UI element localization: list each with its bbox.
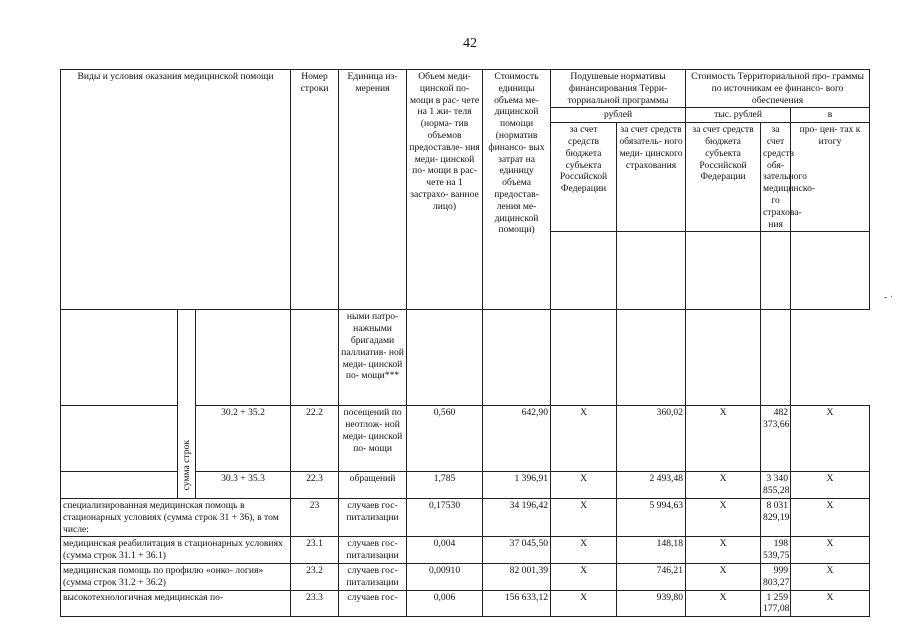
row-oms-cost: 8 031 829,19: [761, 498, 791, 536]
row-number: 23: [291, 498, 339, 536]
row-budget-cost: X: [686, 472, 761, 499]
row-label: [196, 310, 291, 406]
row-oms-cost: 999 803,27: [761, 563, 791, 590]
table-row: [61, 537, 870, 564]
row-budget-cost: [686, 310, 761, 406]
row-percent: X: [791, 406, 870, 472]
sum-rows-vertical-label: сумма строк: [178, 310, 196, 499]
row-volume: 0,004: [407, 537, 483, 564]
row-volume: 1,785: [407, 472, 483, 499]
row-oms-cost: 198 539,75: [761, 537, 791, 564]
row-percent: X: [791, 472, 870, 499]
row-number: 23.2: [291, 563, 339, 590]
row-budget-cost: X: [686, 406, 761, 472]
row-number: 22.2: [291, 406, 339, 472]
row-oms-norm: 939,80: [617, 590, 686, 617]
row-oms-norm: 746,21: [617, 563, 686, 590]
row-label: 30.3 + 35.3: [196, 472, 291, 499]
row-label: медицинская реабилитация в стационарных условиях (сумма строк 31.1 + 36.1): [61, 537, 291, 564]
header-oms-cost: за счет средств обя- зательного медицинско- го страхова- ния: [761, 123, 791, 232]
row-budget-cost: X: [686, 498, 761, 536]
row-percent: X: [791, 563, 870, 590]
row-percent: X: [791, 590, 870, 617]
row-budget-norm: X: [551, 472, 617, 499]
table-row: [61, 563, 870, 590]
table-row: [61, 498, 870, 536]
row-label: высокотехнологичная медицинская по-: [61, 590, 291, 617]
row-budget-norm: [551, 310, 617, 406]
header-group-cost: Стоимость Территориальной про- граммы по источникам ее финансо- вого обеспечения: [686, 70, 870, 108]
financing-table: [60, 69, 870, 617]
header-unit-thous: тыс. рублей: [686, 108, 791, 123]
header-pct-top: в: [791, 108, 870, 123]
row-budget-cost: X: [686, 590, 761, 617]
row-budget-cost: X: [686, 563, 761, 590]
header-percent: про- цен- тах к итогу: [791, 123, 870, 232]
table-row: [61, 310, 870, 406]
row-number: 23.1: [291, 537, 339, 564]
row-unit: случаев гос- питализации: [339, 537, 407, 564]
table-row: [61, 590, 870, 617]
row-unit: обращений: [339, 472, 407, 499]
row-label: специализированная медицинская помощь в стационарных условиях (сумма строк 31 + 36), в том числе:: [61, 498, 291, 536]
row-cost: [483, 310, 551, 406]
row-cost: 1 396,91: [483, 472, 551, 499]
header-unit-rub: рублей: [551, 108, 686, 123]
header-unit: Единица из- мерения: [339, 70, 407, 310]
row-oms-cost: [761, 310, 791, 406]
row-unit: посещений по неотлож- ной меди- цинской по- мощи: [339, 406, 407, 472]
row-volume: [407, 310, 483, 406]
row-cost: 642,90: [483, 406, 551, 472]
margin-mark: - ·: [884, 292, 894, 303]
row-cost: 37 045,50: [483, 537, 551, 564]
header-budget-cost: за счет средств бюджета субъекта Российской Федерации: [686, 123, 761, 232]
row-oms-cost: 3 340 855,28: [761, 472, 791, 499]
row-cost: 82 001,39: [483, 563, 551, 590]
row-label: медицинская помощь по профилю «онко- логия» (сумма строк 31.2 + 36.2): [61, 563, 291, 590]
header-group-norms: Подушевые нормативы финансирования Терри- торриальной программы: [551, 70, 686, 108]
header-cost: Стоимость единицы объема ме- дицинской помощи (норматив финансо- вых затрат на единицу объема предостав- ления ме- дицинской помощи): [483, 70, 551, 310]
header-row-1: [61, 70, 870, 108]
row-volume: 0,00910: [407, 563, 483, 590]
row-unit: случаев гос- питализации: [339, 563, 407, 590]
row-oms-cost: 482 373,66: [761, 406, 791, 472]
header-volume: Объем меди- цинской по- мощи в рас- чете на 1 жи- теля (норма- тив объемов предоставле- ния меди- цинской по- мощи в рас- чете на 1 застрахо- ванное лицо): [407, 70, 483, 310]
row-unit: случаев гос- питализации: [339, 498, 407, 536]
header-oms-norm: за счет средств обязатель- ного меди- цинского страхования: [617, 123, 686, 232]
row-percent: X: [791, 498, 870, 536]
header-row-number: Номер строки: [291, 70, 339, 310]
row-volume: 0,560: [407, 406, 483, 472]
row-volume: 0,17530: [407, 498, 483, 536]
row-oms-norm: 2 493,48: [617, 472, 686, 499]
row-budget-norm: X: [551, 590, 617, 617]
row-budget-norm: X: [551, 406, 617, 472]
row-number: [291, 310, 339, 406]
row-oms-norm: 360,02: [617, 406, 686, 472]
row-cost: 156 633,12: [483, 590, 551, 617]
row-number: 23.3: [291, 590, 339, 617]
row-budget-norm: X: [551, 537, 617, 564]
row-number: 22.3: [291, 472, 339, 499]
row-oms-cost: 1 259 177,08: [761, 590, 791, 617]
row-budget-norm: X: [551, 563, 617, 590]
row-budget-cost: X: [686, 537, 761, 564]
row-cost: 34 196,42: [483, 498, 551, 536]
row-budget-norm: X: [551, 498, 617, 536]
page-number: 42: [463, 36, 477, 51]
row-oms-norm: 5 994,63: [617, 498, 686, 536]
row-volume: 0,006: [407, 590, 483, 617]
header-type: Виды и условия оказания медицинской помощи: [61, 70, 291, 310]
row-percent: X: [791, 537, 870, 564]
row-unit: случаев гос-: [339, 590, 407, 617]
row-label: 30.2 + 35.2: [196, 406, 291, 472]
row-unit: ными патро- нажными бригадами паллиатив- ной меди- цинской по- мощи***: [339, 310, 407, 406]
row-oms-norm: 148,18: [617, 537, 686, 564]
header-budget-norm: за счет средств бюджета субъекта Российской Федерации: [551, 123, 617, 232]
row-oms-norm: [617, 310, 686, 406]
